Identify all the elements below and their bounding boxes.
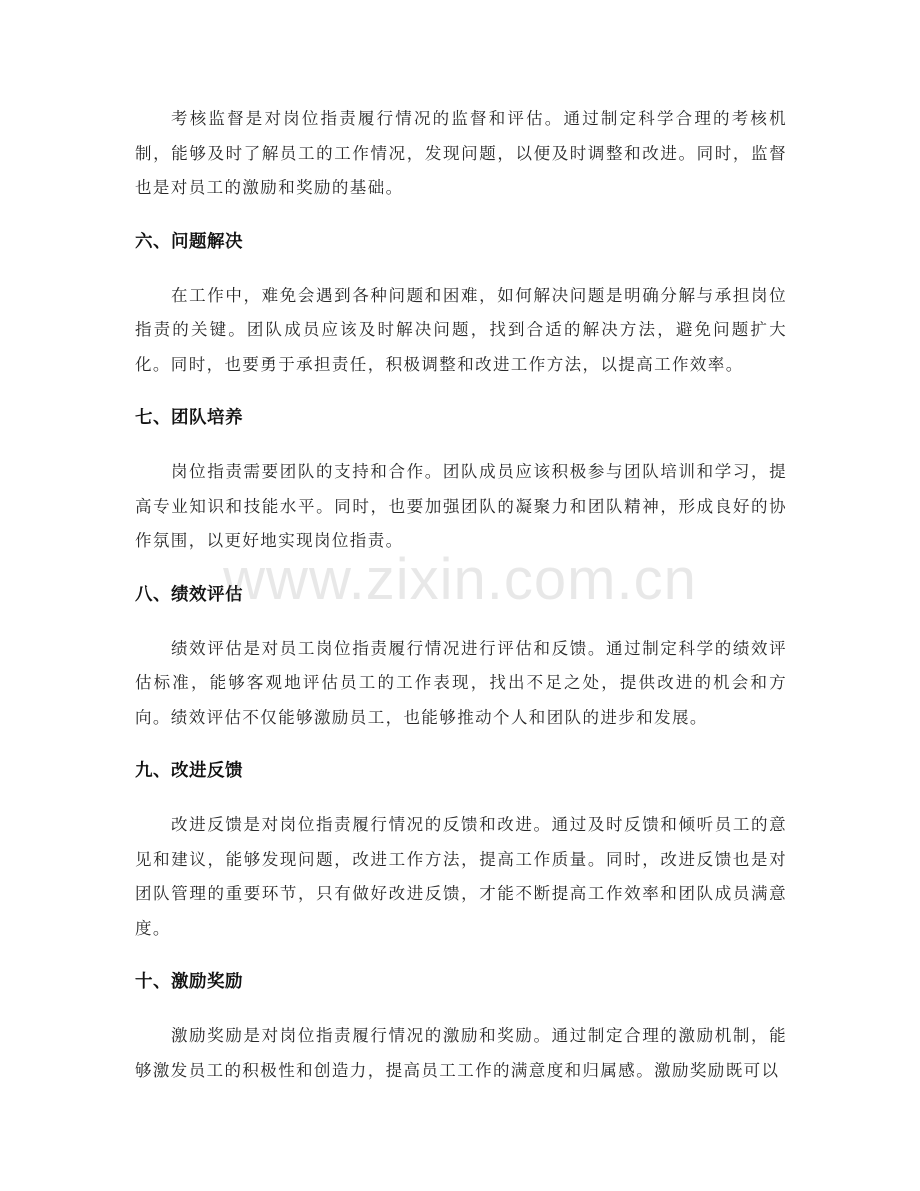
section-body-9: 改进反馈是对岗位指责履行情况的反馈和改进。通过及时反馈和倾听员工的意见和建议，能够发现问题，改进工作方法，提高工作质量。同时，改进反馈也是对团队管理的重要环节，只有做好改进反馈，才能不断提高工作效率和团队成员满意度。 — [135, 815, 787, 938]
section-heading-7: 七、团队培养 — [135, 408, 243, 428]
section-body-7: 岗位指责需要团队的支持和合作。团队成员应该积极参与团队培训和学习，提高专业知识和技能水平。同时，也要加强团队的凝聚力和团队精神，形成良好的协作氛围，以更好地实现岗位指责。 — [135, 462, 787, 550]
watermark-text: www.zixin.com.cn — [223, 547, 697, 612]
section-body-6: 在工作中，难免会遇到各种问题和困难，如何解决问题是明确分解与承担岗位指责的关键。团队成员应该及时解决问题，找到合适的解决方法，避免问题扩大化。同时，也要勇于承担责任，积极调整和改进工作方法，以提高工作效率。 — [135, 285, 787, 374]
intro-paragraph: 考核监督是对岗位指责履行情况的监督和评估。通过制定科学合理的考核机制，能够及时了解员工的工作情况，发现问题，以便及时调整和改进。同时，监督也是对员工的激励和奖励的基础。 — [135, 109, 787, 197]
document-content — [135, 102, 787, 1088]
section-body-10: 激励奖励是对岗位指责履行情况的激励和奖励。通过制定合理的激励机制，能够激发员工的积极性和创造力，提高员工工作的满意度和归属感。激励奖励既可以 — [135, 1026, 787, 1080]
section-heading-9: 九、改进反馈 — [135, 761, 243, 781]
section-body-8: 绩效评估是对员工岗位指责履行情况进行评估和反馈。通过制定科学的绩效评估标准，能够客观地评估员工的工作表现，找出不足之处，提供改进的机会和方向。绩效评估不仅能够激励员工，也能够推动个人和团队的进步和发展。 — [135, 638, 787, 727]
section-heading-8: 八、绩效评估 — [135, 584, 243, 605]
section-heading-6: 六、问题解决 — [135, 231, 243, 252]
section-heading-10: 十、激励奖励 — [135, 972, 243, 992]
